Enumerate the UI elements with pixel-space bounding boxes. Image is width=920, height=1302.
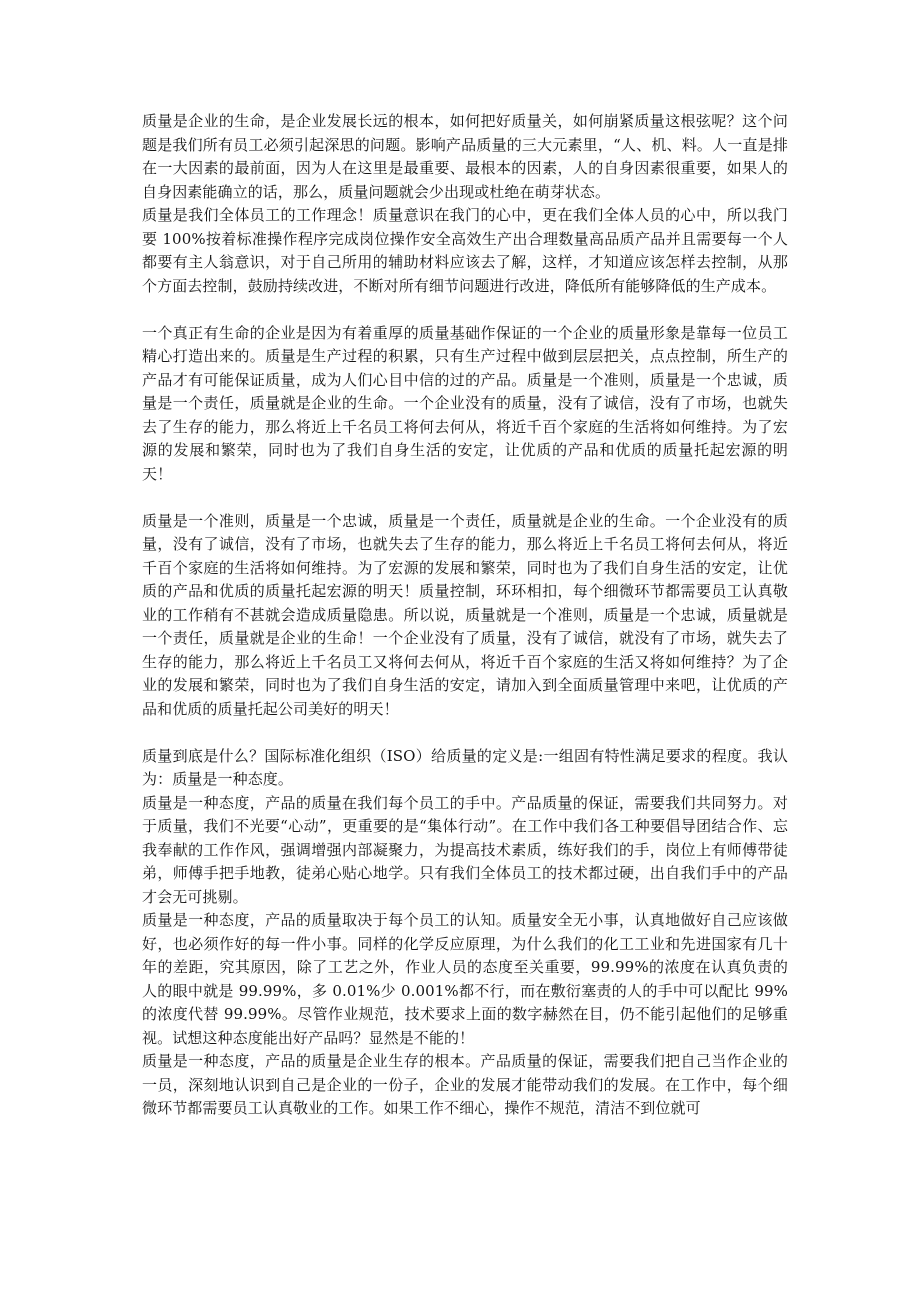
document-body: [142, 110, 788, 1121]
paragraph-attitude-hands: 质量是一种态度，产品的质量在我们每个员工的手中。产品质量的保证，需要我们共同努力。对于质量，我们不光要“心动”，更重要的是“集体行动”。在工作中我们各工种要倡导团结合作、忘我奉献的工作作风，强调增强内部凝聚力，为提高技术素质，练好我们的手，岗位上有师傅带徒弟，师傅手把手地教，徒弟心贴心地学。只有我们全体员工的技术都过硬，出自我们手中的产品才会无可挑剔。: [142, 793, 788, 906]
paragraph-gap: [142, 486, 788, 510]
paragraph-quality-criterion: 质量是一个准则，质量是一个忠诚，质量是一个责任，质量就是企业的生命。一个企业没有的质量，没有了诚信，没有了市场，也就失去了生存的能力，那么将近上千名员工将何去何从，将近千百个家庭的生活将如何维持。为了宏源的发展和繁荣，同时也为了我们自身生活的安定，让优质的产品和优质的质量托起宏源的明天！质量控制，环环相扣，每个细微环节都需要员工认真敬业的工作稍有不甚就会造成质量隐患。所以说，质量就是一个准则，质量是一个忠诚，质量就是一个责任，质量就是企业的生命！一个企业没有了质量，没有了诚信，就没有了市场，就失去了生存的能力，那么将近上千名员工又将何去何从，将近千百个家庭的生活又将如何维持？为了企业的发展和繁荣，同时也为了我们自身生活的安定，请加入到全面质量管理中来吧，让优质的产品和优质的质量托起公司美好的明天！: [142, 511, 788, 718]
paragraph-attitude-survival: 质量是一种态度，产品的质量是企业生存的根本。产品质量的保证，需要我们把自己当作企业的一员，深刻地认识到自己是企业的一份子，企业的发展才能带动我们的发展。在工作中，每个细微环节都需要员工认真敬业的工作。如果工作不细心，操作不规范，清洁不到位就可: [142, 1052, 788, 1117]
paragraph-iso-definition: 质量到底是什么？国际标准化组织（ISO）给质量的定义是:一组固有特性满足要求的程度。我认为：质量是一种态度。: [142, 746, 788, 788]
paragraph-attitude-awareness: 质量是一种态度，产品的质量取决于每个员工的认知。质量安全无小事，认真地做好自己应该做好，也必须作好的每一件小事。同样的化学反应原理，为什么我们的化工工业和先进国家有几十年的差距，究其原因，除了工艺之外，作业人员的态度至关重要，99.99%的浓度在认真负责的人的眼中就是 99.99%，多 0.01%少 0.001%都不行，而在敷衍塞责的人的手中可以配比 99%的浓度代替 99.99%。尽管作业规范，技术要求上面的数字赫然在目，仍不能引起他们的足够重视。试想这种态度能出好产品吗？显然是不能的！: [142, 911, 788, 1047]
paragraph-gap: [142, 721, 788, 745]
paragraph-gap: [142, 298, 788, 322]
paragraph-real-enterprise: 一个真正有生命的企业是因为有着重厚的质量基础作保证的一个企业的质量形象是靠每一位员工精心打造出来的。质量是生产过程的积累，只有生产过程中做到层层把关，点点控制，所生产的产品才有可能保证质量，成为人们心目中信的过的产品。质量是一个准则，质量是一个忠诚，质量是一个责任，质量就是企业的生命。一个企业没有的质量，没有了诚信，没有了市场，也就失去了生存的能力，那么将近上千名员工将何去何从，将近千百个家庭的生活将如何维持。为了宏源的发展和繁荣，同时也为了我们自身生活的安定，让优质的产品和优质的质量托起宏源的明天！: [142, 323, 788, 483]
paragraph-quality-is-life: 质量是企业的生命，是企业发展长远的根本，如何把好质量关，如何崩紧质量这根弦呢？这个问题是我们所有员工必须引起深思的问题。影响产品质量的三大元素里，“人、机、料。人一直是排在一大因素的最前面，因为人在这里是最重要、最根本的因素，人的自身因素很重要，如果人的自身因素能确立的话，那么，质量问题就会少出现或杜绝在萌芽状态。: [142, 112, 788, 201]
paragraph-quality-concept: 质量是我们全体员工的工作理念！质量意识在我门的心中，更在我们全体人员的心中，所以我门要 100%按着标准操作程序完成岗位操作安全高效生产出合理数量高品质产品并且需要每一个人都要有主人翁意识，对于自己所用的辅助材料应该去了解，这样，才知道应该怎样去控制，从那个方面去控制，鼓励持续改进，不断对所有细节问题进行改进，降低所有能够降低的生产成本。: [142, 206, 788, 295]
